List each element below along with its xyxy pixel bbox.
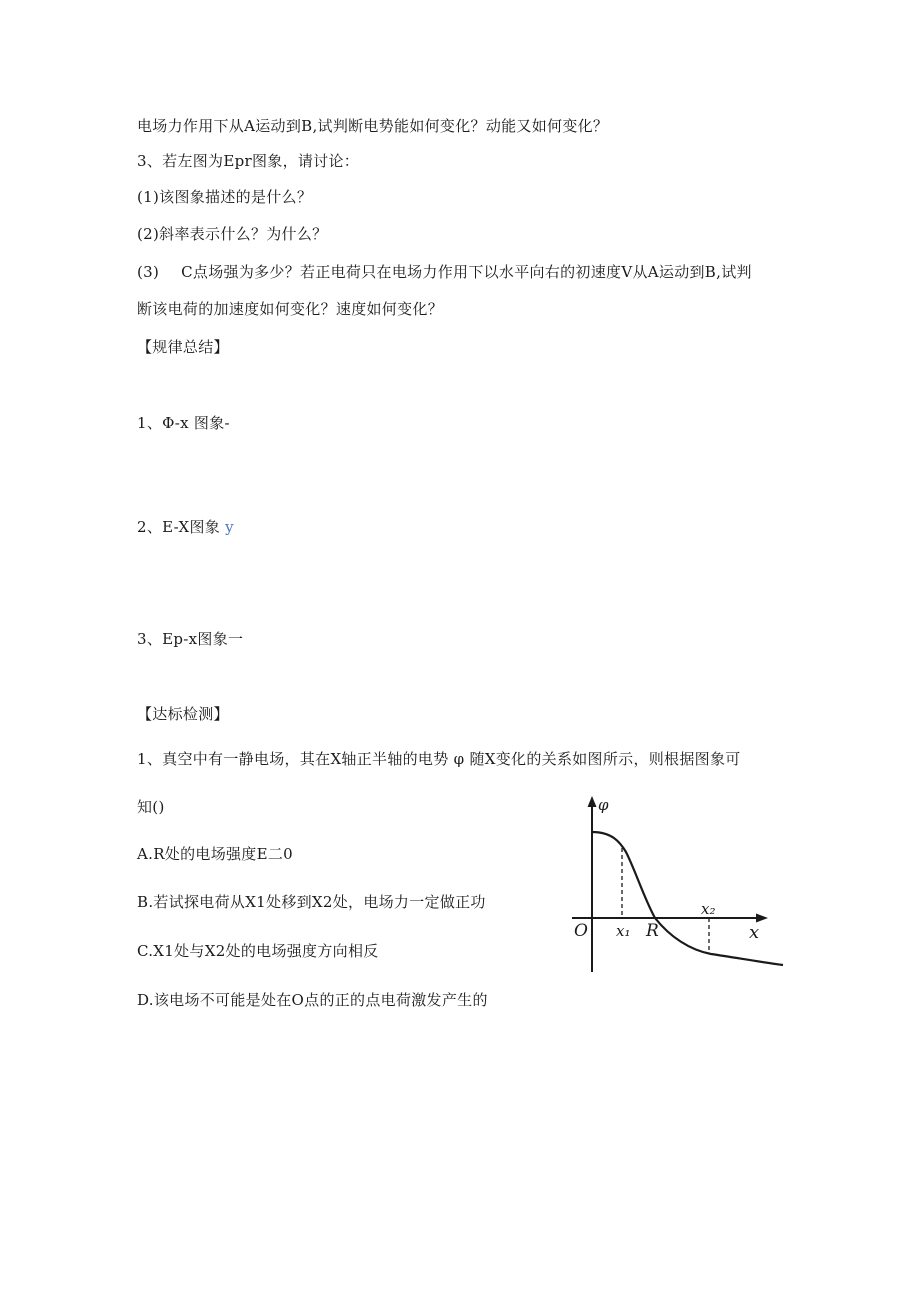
summary-item-2: [137, 517, 234, 537]
summary-item-3: 3、Ep-x图象一: [137, 630, 244, 648]
item-number: (3): [137, 263, 160, 281]
discussion-item-1: (1)该图象描述的是什么？: [137, 188, 313, 206]
potential-graph: [568, 790, 788, 976]
option-a: A.R处的电场强度E二0: [137, 845, 293, 863]
test-heading: 【达标检测】: [137, 705, 229, 723]
r-label: R: [646, 921, 659, 941]
option-d: D.该电场不可能是处在O点的正的点电荷激发产生的: [137, 991, 488, 1009]
question-1-stem-continued: 知(): [137, 798, 165, 816]
x1-label: x₁: [616, 922, 631, 940]
x-axis-label: x: [749, 922, 760, 943]
y-axis-label: φ: [598, 796, 609, 814]
origin-label: O: [574, 921, 588, 941]
discussion-item-2: (2)斜率表示什么？为什么？: [137, 225, 328, 243]
summary-heading: 【规律总结】: [137, 338, 229, 356]
discussion-item-3-continued: 断该电荷的加速度如何变化？速度如何变化？: [137, 300, 444, 318]
option-b: B.若试探电荷从X1处移到X2处，电场力一定做正功: [137, 893, 486, 911]
item-text: C点场强为多少？若正电荷只在电场力作用下以水平向右的初速度V从A运动到B,试判: [181, 263, 752, 281]
question-1-stem: 1、真空中有一静电场，其在X轴正半轴的电势 φ 随X变化的关系如图所示，则根据图象可: [137, 750, 741, 768]
question-continuation: 电场力作用下从A运动到B,试判断电势能如何变化？动能又如何变化？: [137, 117, 609, 135]
discussion-prompt: 3、若左图为Epr图象，请讨论：: [137, 152, 360, 170]
x2-label: x₂: [701, 900, 716, 918]
summary-item-1: 1、Φ-x 图象-: [137, 414, 230, 432]
summary-item-2-text: 2、E-X图象: [137, 518, 221, 536]
potential-curve: [592, 832, 783, 965]
y-axis-arrow: [588, 796, 597, 807]
discussion-item-3: [137, 262, 752, 282]
stray-mark: y: [225, 518, 234, 536]
option-c: C.X1处与X2处的电场强度方向相反: [137, 942, 379, 960]
